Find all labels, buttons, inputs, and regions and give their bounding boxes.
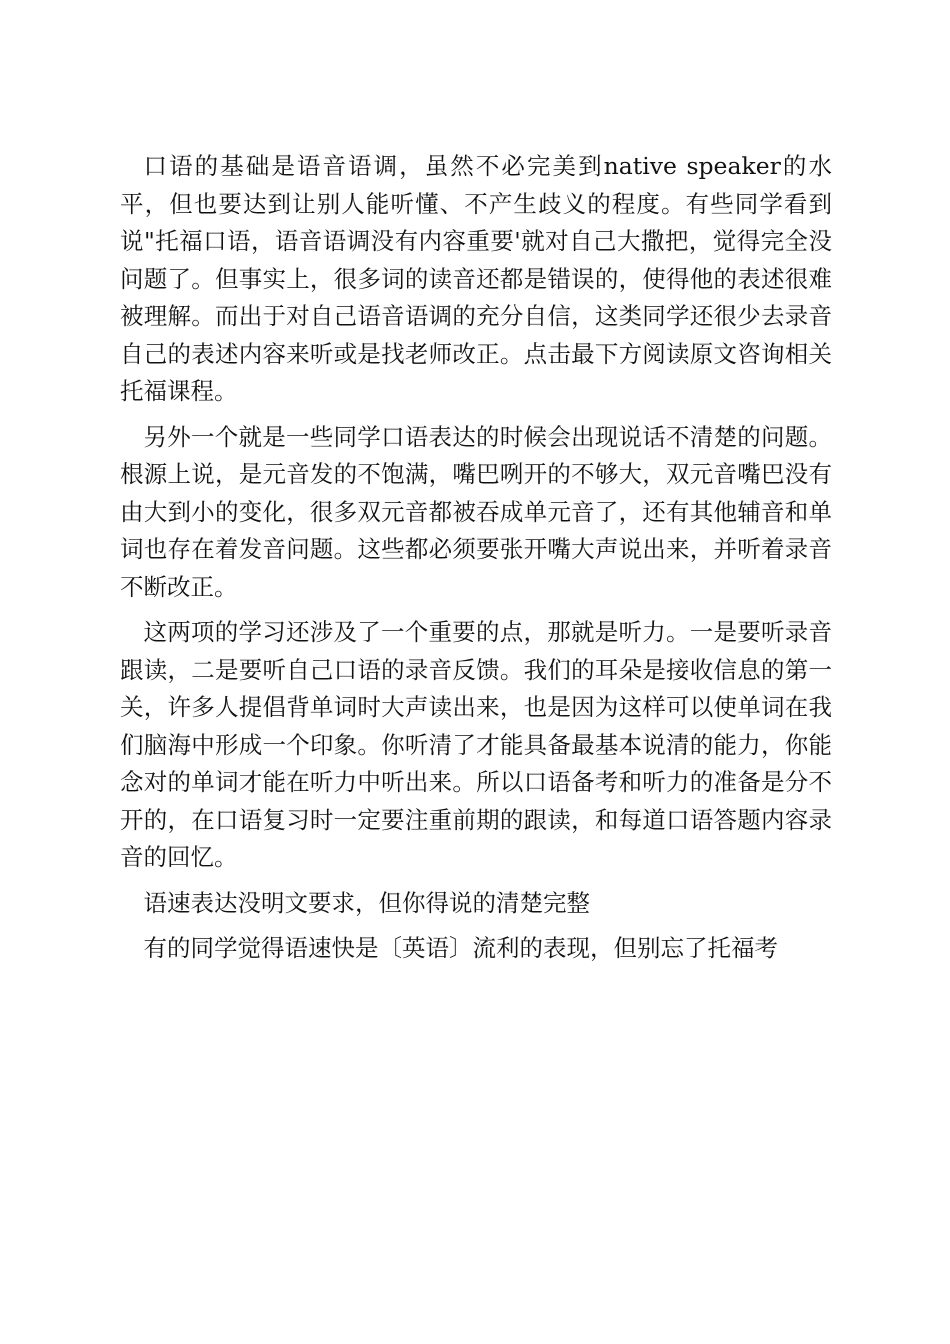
paragraph-clarity: 另外一个就是一些同学口语表达的时候会出现说话不清楚的问题。根源上说，是元音发的不饱满，嘴巴咧开的不够大，双元音嘴巴没有由大到小的变化，很多双元音都被吞成单元音了，还有其他辅音和单词也存在着发音问题。这些都必须要张开嘴大声说出来，并听着录音不断改正。 — [120, 422, 832, 601]
section-heading-speed: 语速表达没明文要求，但你得说的清楚完整 — [143, 888, 590, 917]
document-body — [120, 148, 832, 976]
paragraph-listening: 这两项的学习还涉及了一个重要的点，那就是听力。一是要听录音跟读，二是要听自己口语的录音反馈。我们的耳朵是接收信息的第一关，许多人提倡背单词时大声读出来，也是因为这样可以使单词在我们脑海中形成一个印象。你听清了才能具备最基本说清的能力，你能念对的单词才能在听力中听出来。所以口语备考和听力的准备是分不开的，在口语复习时一定要注重前期的跟读，和每道口语答题内容录音的回忆。 — [120, 618, 832, 871]
paragraph-speed: 有的同学觉得语速快是〔英语〕流利的表现，但别忘了托福考 — [143, 934, 778, 962]
paragraph-pronunciation: 口语的基础是语音语调，虽然不必完美到native speaker的水平，但也要达到让别人能听懂、不产生歧义的程度。有些同学看到说"托福口语，语音语调没有内容重要'就对自己大撒把，觉得完全没问题了。但事实上，很多词的读音还都是错误的，使得他的表述很难被理解。而出于对自己语音语调的充分自信，这类同学还很少去录音自己的表述内容来听或是找老师改正。点击最下方阅读原文咨询相关托福课程。 — [120, 152, 832, 405]
